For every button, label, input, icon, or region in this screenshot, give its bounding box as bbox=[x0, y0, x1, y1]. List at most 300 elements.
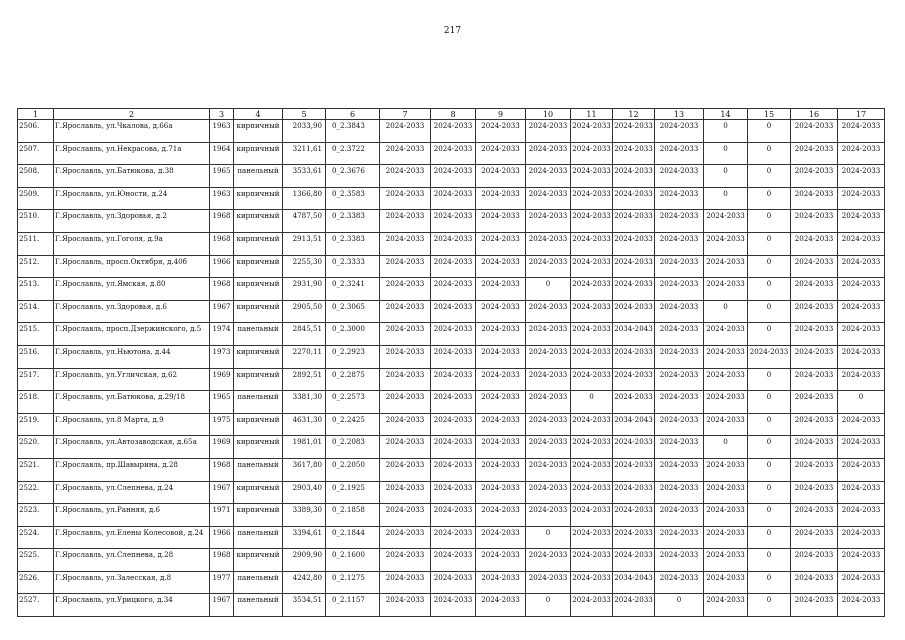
table-cell-col-12: 2024-2033 bbox=[613, 436, 655, 459]
table-cell-col-12: 2024-2033 bbox=[613, 210, 655, 233]
table-cell-col-13: 2024-2033 bbox=[655, 504, 704, 527]
table-cell-col-10: 2024-2033 bbox=[526, 300, 571, 323]
table-cell-col-6: 0_2.3383 bbox=[326, 210, 380, 233]
table-cell-col-2: Г.Ярославль, просп.Дзержинского, д.5 bbox=[54, 323, 210, 346]
table-cell-col-17: 2024-2033 bbox=[838, 368, 885, 391]
table-cell-col-10: 2024-2033 bbox=[526, 504, 571, 527]
table-cell-col-13: 2024-2033 bbox=[655, 571, 704, 594]
table-cell-col-6: 0_2.2425 bbox=[326, 413, 380, 436]
table-cell-col-4: панельный bbox=[234, 594, 283, 617]
table-cell-col-13: 2024-2033 bbox=[655, 345, 704, 368]
table-cell-col-8: 2024-2033 bbox=[431, 278, 476, 301]
table-cell-col-17: 2024-2033 bbox=[838, 323, 885, 346]
table-cell-col-12: 2024-2033 bbox=[613, 255, 655, 278]
table-cell-col-9: 2024-2033 bbox=[476, 300, 526, 323]
column-header-16: 16 bbox=[791, 109, 838, 120]
table-cell-col-11: 2024-2033 bbox=[571, 232, 613, 255]
table-cell-col-6: 0_2.3065 bbox=[326, 300, 380, 323]
table-cell-col-1: 2525. bbox=[18, 549, 54, 572]
table-cell-col-7: 2024-2033 bbox=[380, 232, 431, 255]
table-cell-col-10: 2024-2033 bbox=[526, 413, 571, 436]
table-cell-col-14: 2024-2033 bbox=[704, 368, 748, 391]
table-cell-col-2: Г.Ярославль, ул.Ямская, д.80 bbox=[54, 278, 210, 301]
table-cell-col-1: 2522. bbox=[18, 481, 54, 504]
table-cell-col-10: 0 bbox=[526, 594, 571, 617]
table-cell-col-9: 2024-2033 bbox=[476, 549, 526, 572]
table-cell-col-8: 2024-2033 bbox=[431, 187, 476, 210]
table-cell-col-11: 2024-2033 bbox=[571, 571, 613, 594]
table-row bbox=[18, 594, 885, 617]
table-cell-col-4: панельный bbox=[234, 391, 283, 414]
table-cell-col-15: 0 bbox=[748, 549, 791, 572]
table-cell-col-5: 2903,40 bbox=[283, 481, 326, 504]
table-cell-col-11: 2024-2033 bbox=[571, 594, 613, 617]
table-cell-col-14: 0 bbox=[704, 300, 748, 323]
table-cell-col-2: Г.Ярославль, ул.Чкалова, д.66а bbox=[54, 120, 210, 143]
table-cell-col-6: 0_2.1925 bbox=[326, 481, 380, 504]
table-cell-col-1: 2510. bbox=[18, 210, 54, 233]
table-cell-col-5: 4242,80 bbox=[283, 571, 326, 594]
table-cell-col-11: 2024-2033 bbox=[571, 413, 613, 436]
table-row bbox=[18, 526, 885, 549]
table-cell-col-5: 3534,51 bbox=[283, 594, 326, 617]
table-cell-col-3: 1968 bbox=[210, 549, 234, 572]
table-cell-col-8: 2024-2033 bbox=[431, 458, 476, 481]
table-cell-col-10: 2024-2033 bbox=[526, 368, 571, 391]
table-cell-col-5: 2033,90 bbox=[283, 120, 326, 143]
table-cell-col-14: 2024-2033 bbox=[704, 571, 748, 594]
table-cell-col-12: 2024-2033 bbox=[613, 120, 655, 143]
table-cell-col-11: 2024-2033 bbox=[571, 323, 613, 346]
column-header-7: 7 bbox=[380, 109, 431, 120]
table-cell-col-9: 2024-2033 bbox=[476, 481, 526, 504]
table-cell-col-8: 2024-2033 bbox=[431, 413, 476, 436]
table-cell-col-10: 2024-2033 bbox=[526, 436, 571, 459]
table-cell-col-10: 2024-2033 bbox=[526, 142, 571, 165]
table-cell-col-2: Г.Ярославль, ул.Елены Колесовой, д.24 bbox=[54, 526, 210, 549]
table-cell-col-12: 2024-2033 bbox=[613, 458, 655, 481]
table-cell-col-6: 0_2.3676 bbox=[326, 165, 380, 188]
table-cell-col-3: 1973 bbox=[210, 345, 234, 368]
table-cell-col-9: 2024-2033 bbox=[476, 210, 526, 233]
table-cell-col-1: 2513. bbox=[18, 278, 54, 301]
table-cell-col-2: Г.Ярославль, ул.Юности, д.24 bbox=[54, 187, 210, 210]
table-cell-col-8: 2024-2033 bbox=[431, 436, 476, 459]
table-cell-col-11: 2024-2033 bbox=[571, 458, 613, 481]
table-cell-col-12: 2024-2033 bbox=[613, 391, 655, 414]
table-cell-col-4: кирпичный bbox=[234, 120, 283, 143]
table-cell-col-17: 2024-2033 bbox=[838, 345, 885, 368]
table-cell-col-3: 1969 bbox=[210, 436, 234, 459]
table-cell-col-15: 0 bbox=[748, 571, 791, 594]
header-row bbox=[18, 109, 885, 120]
table-cell-col-16: 2024-2033 bbox=[791, 345, 838, 368]
table-cell-col-5: 2255,30 bbox=[283, 255, 326, 278]
table-cell-col-11: 2024-2033 bbox=[571, 210, 613, 233]
table-cell-col-5: 1366,80 bbox=[283, 187, 326, 210]
column-header-1: 1 bbox=[18, 109, 54, 120]
table-cell-col-1: 2524. bbox=[18, 526, 54, 549]
table-cell-col-17: 2024-2033 bbox=[838, 210, 885, 233]
column-header-8: 8 bbox=[431, 109, 476, 120]
table-cell-col-8: 2024-2033 bbox=[431, 300, 476, 323]
table-row bbox=[18, 255, 885, 278]
table-cell-col-8: 2024-2033 bbox=[431, 345, 476, 368]
table-cell-col-13: 2024-2033 bbox=[655, 210, 704, 233]
table-cell-col-4: кирпичный bbox=[234, 300, 283, 323]
table-cell-col-3: 1967 bbox=[210, 594, 234, 617]
table-cell-col-15: 0 bbox=[748, 413, 791, 436]
table-cell-col-11: 2024-2033 bbox=[571, 255, 613, 278]
table-cell-col-1: 2509. bbox=[18, 187, 54, 210]
table-cell-col-10: 2024-2033 bbox=[526, 571, 571, 594]
table-cell-col-13: 2024-2033 bbox=[655, 481, 704, 504]
table-cell-col-3: 1968 bbox=[210, 278, 234, 301]
table-cell-col-15: 0 bbox=[748, 504, 791, 527]
table-cell-col-7: 2024-2033 bbox=[380, 549, 431, 572]
table-cell-col-1: 2520. bbox=[18, 436, 54, 459]
column-header-3: 3 bbox=[210, 109, 234, 120]
table-cell-col-3: 1971 bbox=[210, 504, 234, 527]
column-header-4: 4 bbox=[234, 109, 283, 120]
table-cell-col-14: 0 bbox=[704, 165, 748, 188]
table-cell-col-8: 2024-2033 bbox=[431, 120, 476, 143]
table-cell-col-14: 2024-2033 bbox=[704, 549, 748, 572]
table-cell-col-9: 2024-2033 bbox=[476, 436, 526, 459]
table-cell-col-17: 2024-2033 bbox=[838, 413, 885, 436]
table-cell-col-14: 0 bbox=[704, 142, 748, 165]
table-cell-col-7: 2024-2033 bbox=[380, 187, 431, 210]
table-cell-col-17: 2024-2033 bbox=[838, 255, 885, 278]
table-cell-col-14: 2024-2033 bbox=[704, 278, 748, 301]
table-cell-col-17: 2024-2033 bbox=[838, 526, 885, 549]
table-cell-col-13: 2024-2033 bbox=[655, 526, 704, 549]
table-cell-col-5: 3211,61 bbox=[283, 142, 326, 165]
table-cell-col-17: 2024-2033 bbox=[838, 436, 885, 459]
table-cell-col-10: 2024-2033 bbox=[526, 120, 571, 143]
table-cell-col-7: 2024-2033 bbox=[380, 323, 431, 346]
table-cell-col-4: кирпичный bbox=[234, 481, 283, 504]
table-cell-col-13: 2024-2033 bbox=[655, 142, 704, 165]
table-cell-col-2: Г.Ярославль, ул.Здоровья, д.2 bbox=[54, 210, 210, 233]
table-cell-col-1: 2508. bbox=[18, 165, 54, 188]
table-cell-col-2: Г.Ярославль, ул.Батюкова, д.29/18 bbox=[54, 391, 210, 414]
table-row bbox=[18, 120, 885, 143]
table-cell-col-5: 1981,01 bbox=[283, 436, 326, 459]
page-number: 217 bbox=[443, 26, 462, 36]
table-row bbox=[18, 232, 885, 255]
column-header-12: 12 bbox=[613, 109, 655, 120]
table-cell-col-2: Г.Ярославль, ул.Некрасова, д.71а bbox=[54, 142, 210, 165]
table-cell-col-16: 2024-2033 bbox=[791, 481, 838, 504]
table-cell-col-8: 2024-2033 bbox=[431, 323, 476, 346]
table-cell-col-12: 2034-2043 bbox=[613, 413, 655, 436]
table-cell-col-13: 2024-2033 bbox=[655, 391, 704, 414]
table-cell-col-2: Г.Ярославль, ул.Ранняя, д.6 bbox=[54, 504, 210, 527]
table-cell-col-9: 2024-2033 bbox=[476, 594, 526, 617]
table-cell-col-15: 0 bbox=[748, 481, 791, 504]
table-cell-col-11: 2024-2033 bbox=[571, 368, 613, 391]
table-cell-col-16: 2024-2033 bbox=[791, 323, 838, 346]
table-cell-col-17: 2024-2033 bbox=[838, 187, 885, 210]
table-cell-col-2: Г.Ярославль, ул.Автозаводская, д.65а bbox=[54, 436, 210, 459]
table-cell-col-17: 2024-2033 bbox=[838, 165, 885, 188]
table-cell-col-3: 1965 bbox=[210, 391, 234, 414]
table-cell-col-8: 2024-2033 bbox=[431, 594, 476, 617]
table-cell-col-1: 2527. bbox=[18, 594, 54, 617]
table-cell-col-16: 2024-2033 bbox=[791, 142, 838, 165]
table-cell-col-17: 2024-2033 bbox=[838, 458, 885, 481]
table-cell-col-4: панельный bbox=[234, 571, 283, 594]
column-header-2: 2 bbox=[54, 109, 210, 120]
table-cell-col-17: 2024-2033 bbox=[838, 300, 885, 323]
column-header-14: 14 bbox=[704, 109, 748, 120]
table-cell-col-7: 2024-2033 bbox=[380, 142, 431, 165]
table-cell-col-15: 0 bbox=[748, 323, 791, 346]
table-cell-col-13: 2024-2033 bbox=[655, 458, 704, 481]
table-cell-col-15: 0 bbox=[748, 368, 791, 391]
table-cell-col-6: 0_2.1157 bbox=[326, 594, 380, 617]
table-cell-col-13: 2024-2033 bbox=[655, 255, 704, 278]
table-cell-col-10: 2024-2033 bbox=[526, 458, 571, 481]
column-header-15: 15 bbox=[748, 109, 791, 120]
table-cell-col-3: 1963 bbox=[210, 120, 234, 143]
table-cell-col-12: 2024-2033 bbox=[613, 526, 655, 549]
table-cell-col-14: 2024-2033 bbox=[704, 210, 748, 233]
table-cell-col-4: кирпичный bbox=[234, 413, 283, 436]
table-cell-col-12: 2024-2033 bbox=[613, 142, 655, 165]
table-cell-col-6: 0_2.3843 bbox=[326, 120, 380, 143]
table-cell-col-1: 2506. bbox=[18, 120, 54, 143]
table-cell-col-12: 2024-2033 bbox=[613, 165, 655, 188]
table-row bbox=[18, 210, 885, 233]
table-cell-col-12: 2024-2033 bbox=[613, 368, 655, 391]
table-cell-col-8: 2024-2033 bbox=[431, 368, 476, 391]
table-cell-col-2: Г.Ярославль, ул.Гоголя, д.9а bbox=[54, 232, 210, 255]
table-cell-col-16: 2024-2033 bbox=[791, 120, 838, 143]
table-cell-col-10: 2024-2033 bbox=[526, 345, 571, 368]
table-row bbox=[18, 549, 885, 572]
table-cell-col-12: 2024-2033 bbox=[613, 481, 655, 504]
table-cell-col-13: 2024-2033 bbox=[655, 413, 704, 436]
table-cell-col-7: 2024-2033 bbox=[380, 504, 431, 527]
table-cell-col-3: 1963 bbox=[210, 187, 234, 210]
table-cell-col-10: 2024-2033 bbox=[526, 255, 571, 278]
table-cell-col-15: 0 bbox=[748, 300, 791, 323]
table-cell-col-4: панельный bbox=[234, 458, 283, 481]
table-cell-col-5: 2931,90 bbox=[283, 278, 326, 301]
table-cell-col-14: 2024-2033 bbox=[704, 391, 748, 414]
table-cell-col-6: 0_2.2083 bbox=[326, 436, 380, 459]
table-cell-col-15: 0 bbox=[748, 255, 791, 278]
table-body bbox=[18, 120, 885, 617]
table-cell-col-17: 2024-2033 bbox=[838, 504, 885, 527]
table-cell-col-7: 2024-2033 bbox=[380, 255, 431, 278]
table-cell-col-5: 4631,30 bbox=[283, 413, 326, 436]
table-cell-col-6: 0_2.1600 bbox=[326, 549, 380, 572]
table-cell-col-5: 4787,50 bbox=[283, 210, 326, 233]
table-cell-col-16: 2024-2033 bbox=[791, 526, 838, 549]
table-cell-col-3: 1977 bbox=[210, 571, 234, 594]
column-header-9: 9 bbox=[476, 109, 526, 120]
table-cell-col-7: 2024-2033 bbox=[380, 120, 431, 143]
table-cell-col-15: 0 bbox=[748, 594, 791, 617]
table-cell-col-4: кирпичный bbox=[234, 504, 283, 527]
table-cell-col-12: 2024-2033 bbox=[613, 594, 655, 617]
table-cell-col-14: 2024-2033 bbox=[704, 594, 748, 617]
table-cell-col-11: 2024-2033 bbox=[571, 436, 613, 459]
table-cell-col-7: 2024-2033 bbox=[380, 458, 431, 481]
table-cell-col-14: 2024-2033 bbox=[704, 504, 748, 527]
table-cell-col-2: Г.Ярославль, ул.Слепнева, д.24 bbox=[54, 481, 210, 504]
table-cell-col-8: 2024-2033 bbox=[431, 142, 476, 165]
table-cell-col-7: 2024-2033 bbox=[380, 368, 431, 391]
table-cell-col-2: Г.Ярославль, просп.Октября, д.40б bbox=[54, 255, 210, 278]
table-row bbox=[18, 413, 885, 436]
table-cell-col-17: 2024-2033 bbox=[838, 571, 885, 594]
table-cell-col-8: 2024-2033 bbox=[431, 210, 476, 233]
table-cell-col-13: 2024-2033 bbox=[655, 368, 704, 391]
table-cell-col-14: 2024-2033 bbox=[704, 232, 748, 255]
table-cell-col-7: 2024-2033 bbox=[380, 481, 431, 504]
table-cell-col-7: 2024-2033 bbox=[380, 571, 431, 594]
table-cell-col-9: 2024-2033 bbox=[476, 187, 526, 210]
table-cell-col-9: 2024-2033 bbox=[476, 120, 526, 143]
table-cell-col-10: 2024-2033 bbox=[526, 187, 571, 210]
table-cell-col-9: 2024-2033 bbox=[476, 571, 526, 594]
table-cell-col-9: 2024-2033 bbox=[476, 255, 526, 278]
table-cell-col-11: 2024-2033 bbox=[571, 165, 613, 188]
table-cell-col-7: 2024-2033 bbox=[380, 526, 431, 549]
table-cell-col-17: 2024-2033 bbox=[838, 481, 885, 504]
table-cell-col-2: Г.Ярославль, пр.Шавырина, д.28 bbox=[54, 458, 210, 481]
table-cell-col-3: 1968 bbox=[210, 458, 234, 481]
table-cell-col-13: 2024-2033 bbox=[655, 165, 704, 188]
table-cell-col-3: 1968 bbox=[210, 210, 234, 233]
column-header-6: 6 bbox=[326, 109, 380, 120]
table-cell-col-6: 0_2.2050 bbox=[326, 458, 380, 481]
table-cell-col-16: 2024-2033 bbox=[791, 368, 838, 391]
table-cell-col-3: 1969 bbox=[210, 368, 234, 391]
table-cell-col-13: 2024-2033 bbox=[655, 323, 704, 346]
table-cell-col-3: 1966 bbox=[210, 255, 234, 278]
table-cell-col-5: 2905,50 bbox=[283, 300, 326, 323]
table-cell-col-3: 1964 bbox=[210, 142, 234, 165]
table-cell-col-13: 2024-2033 bbox=[655, 300, 704, 323]
table-cell-col-7: 2024-2033 bbox=[380, 345, 431, 368]
table-row bbox=[18, 368, 885, 391]
column-header-5: 5 bbox=[283, 109, 326, 120]
table-cell-col-12: 2034-2043 bbox=[613, 323, 655, 346]
table-cell-col-12: 2024-2033 bbox=[613, 345, 655, 368]
table-row bbox=[18, 300, 885, 323]
table-cell-col-14: 2024-2033 bbox=[704, 481, 748, 504]
table-cell-col-6: 0_2.3241 bbox=[326, 278, 380, 301]
table-row bbox=[18, 345, 885, 368]
table-cell-col-11: 2024-2033 bbox=[571, 278, 613, 301]
table-cell-col-5: 3533,61 bbox=[283, 165, 326, 188]
table-cell-col-9: 2024-2033 bbox=[476, 413, 526, 436]
table-cell-col-5: 3617,80 bbox=[283, 458, 326, 481]
table-cell-col-5: 3389,30 bbox=[283, 504, 326, 527]
table-cell-col-5: 3394,61 bbox=[283, 526, 326, 549]
table-cell-col-6: 0_2.3333 bbox=[326, 255, 380, 278]
table-cell-col-3: 1974 bbox=[210, 323, 234, 346]
table-cell-col-16: 2024-2033 bbox=[791, 278, 838, 301]
table-cell-col-10: 2024-2033 bbox=[526, 323, 571, 346]
table-cell-col-3: 1967 bbox=[210, 300, 234, 323]
table-cell-col-4: панельный bbox=[234, 165, 283, 188]
table-cell-col-6: 0_2.3383 bbox=[326, 232, 380, 255]
table-row bbox=[18, 142, 885, 165]
table-cell-col-10: 2024-2033 bbox=[526, 232, 571, 255]
table-cell-col-14: 2024-2033 bbox=[704, 345, 748, 368]
table-cell-col-5: 2845,51 bbox=[283, 323, 326, 346]
table-cell-col-2: Г.Ярославль, ул.Слепнева, д.28 bbox=[54, 549, 210, 572]
table-cell-col-14: 2024-2033 bbox=[704, 458, 748, 481]
table-cell-col-11: 2024-2033 bbox=[571, 300, 613, 323]
table-cell-col-14: 0 bbox=[704, 187, 748, 210]
table-row bbox=[18, 391, 885, 414]
table-row bbox=[18, 436, 885, 459]
table-cell-col-15: 2024-2033 bbox=[748, 345, 791, 368]
table-cell-col-4: панельный bbox=[234, 323, 283, 346]
table-cell-col-2: Г.Ярославль, ул.Урицкого, д.34 bbox=[54, 594, 210, 617]
table-cell-col-14: 0 bbox=[704, 436, 748, 459]
table-cell-col-2: Г.Ярославль, ул.8 Марта, д.9 bbox=[54, 413, 210, 436]
table-row bbox=[18, 165, 885, 188]
table-cell-col-13: 2024-2033 bbox=[655, 549, 704, 572]
table-cell-col-16: 2024-2033 bbox=[791, 210, 838, 233]
table-cell-col-10: 2024-2033 bbox=[526, 481, 571, 504]
table-cell-col-2: Г.Ярославль, ул.Батюкова, д.38 bbox=[54, 165, 210, 188]
table-cell-col-16: 2024-2033 bbox=[791, 165, 838, 188]
table-cell-col-8: 2024-2033 bbox=[431, 571, 476, 594]
table-cell-col-9: 2024-2033 bbox=[476, 526, 526, 549]
table-cell-col-16: 2024-2033 bbox=[791, 300, 838, 323]
table-cell-col-9: 2024-2033 bbox=[476, 458, 526, 481]
table-cell-col-16: 2024-2033 bbox=[791, 436, 838, 459]
table-cell-col-13: 2024-2033 bbox=[655, 436, 704, 459]
table-cell-col-3: 1965 bbox=[210, 165, 234, 188]
table-cell-col-9: 2024-2033 bbox=[476, 142, 526, 165]
table-cell-col-15: 0 bbox=[748, 187, 791, 210]
table-cell-col-1: 2519. bbox=[18, 413, 54, 436]
table-cell-col-16: 2024-2033 bbox=[791, 391, 838, 414]
table-cell-col-7: 2024-2033 bbox=[380, 436, 431, 459]
table-cell-col-3: 1968 bbox=[210, 232, 234, 255]
table-cell-col-6: 0_2.2875 bbox=[326, 368, 380, 391]
building-registry-table bbox=[17, 108, 885, 617]
table-cell-col-4: кирпичный bbox=[234, 210, 283, 233]
table-cell-col-15: 0 bbox=[748, 278, 791, 301]
table-cell-col-13: 2024-2033 bbox=[655, 278, 704, 301]
table-cell-col-12: 2034-2043 bbox=[613, 571, 655, 594]
table-cell-col-1: 2516. bbox=[18, 345, 54, 368]
table-cell-col-6: 0_2.1275 bbox=[326, 571, 380, 594]
table-cell-col-8: 2024-2033 bbox=[431, 549, 476, 572]
table-cell-col-12: 2024-2033 bbox=[613, 187, 655, 210]
table-cell-col-14: 0 bbox=[704, 120, 748, 143]
table-cell-col-11: 2024-2033 bbox=[571, 504, 613, 527]
table-cell-col-1: 2512. bbox=[18, 255, 54, 278]
table-cell-col-16: 2024-2033 bbox=[791, 504, 838, 527]
table-cell-col-11: 2024-2033 bbox=[571, 549, 613, 572]
table-cell-col-6: 0_2.1844 bbox=[326, 526, 380, 549]
table-cell-col-10: 2024-2033 bbox=[526, 210, 571, 233]
table-cell-col-6: 0_2.2923 bbox=[326, 345, 380, 368]
table-cell-col-10: 2024-2033 bbox=[526, 391, 571, 414]
